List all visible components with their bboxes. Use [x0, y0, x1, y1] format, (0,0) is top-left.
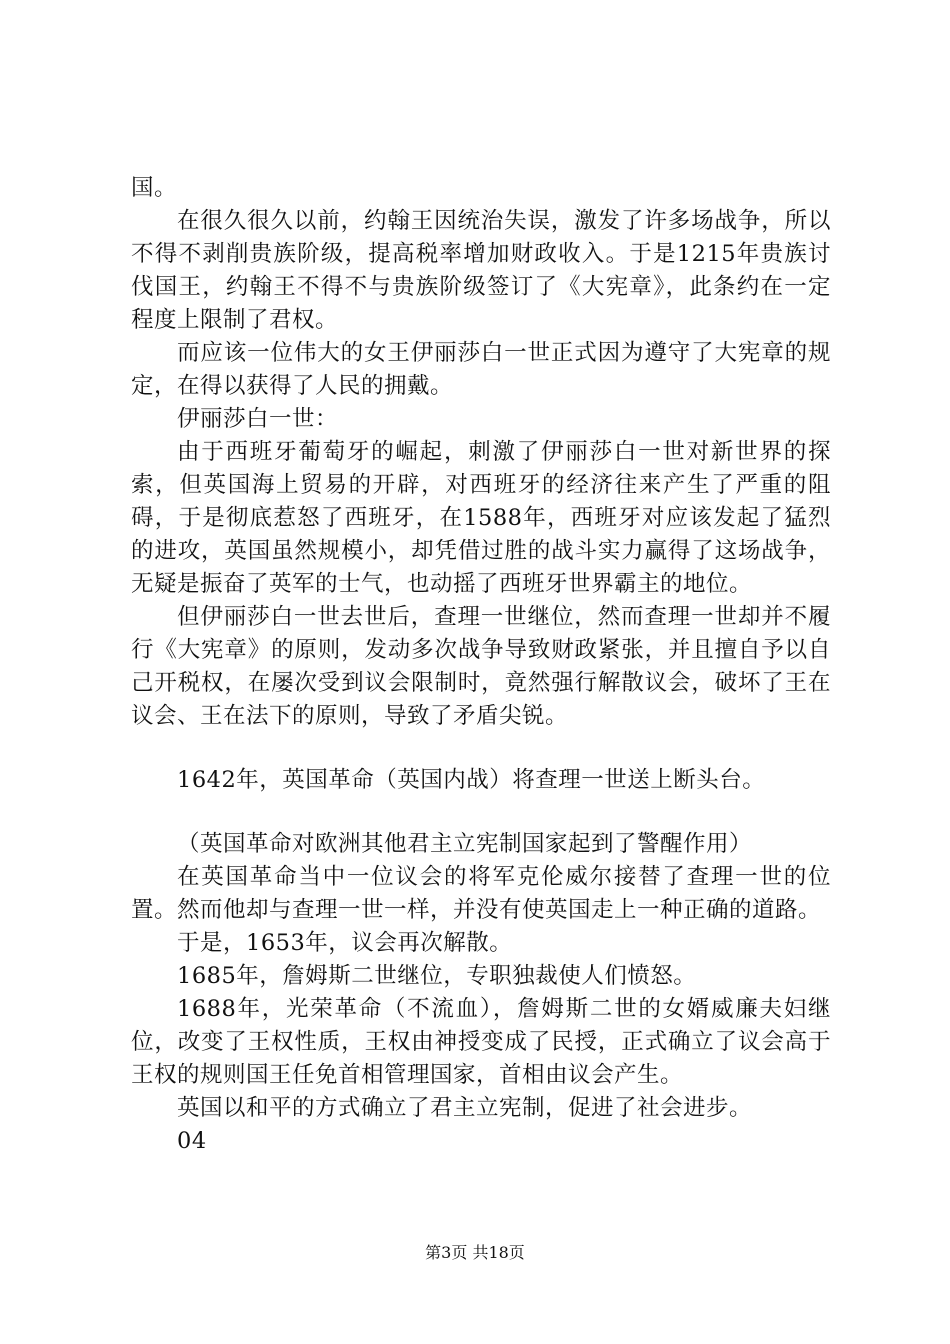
paragraph-glorious-revolution: 1688年，光荣革命（不流血），詹姆斯二世的女婿威廉夫妇继位，改变了王权性质，王权由神授变成了民授，正式确立了议会高于王权的规则国王任免首相管理国家，首相由议会产生。: [131, 996, 831, 1088]
paragraph-elizabeth-intro: 而应该一位伟大的女王伊丽莎白一世正式因为遵守了大宪章的规定，在得以获得了人民的拥戴。: [131, 340, 831, 399]
paragraph-continuation: 国。: [131, 175, 178, 201]
page-footer: 第3页 共18页: [425, 1243, 525, 1262]
paragraph-elizabeth-heading: 伊丽莎白一世：: [177, 406, 339, 432]
paragraph-1653: 于是，1653年，议会再次解散。: [177, 930, 513, 956]
paragraph-revolution-note: （英国革命对欧洲其他君主立宪制国家起到了警醒作用）: [177, 831, 753, 857]
paragraph-king-john: 在很久很久以前，约翰王因统治失误，激发了许多场战争，所以不得不剥削贵族阶级，提高税率增加财政收入。于是1215年贵族讨伐国王，约翰王不得不与贵族阶级签订了《大宪章》，此条约在一定程度上限制了君权。: [131, 208, 831, 333]
paragraph-spain-war: 由于西班牙葡萄牙的崛起，刺激了伊丽莎白一世对新世界的探索，但英国海上贸易的开辟，对西班牙的经济往来产生了严重的阻碍，于是彻底惹怒了西班牙，在1588年，西班牙对应该发起了猛烈的进攻，英国虽然规模小，却凭借过胜的战斗实力赢得了这场战争，无疑是振奋了英军的士气，也动摇了西班牙世界霸主的地位。: [131, 439, 831, 597]
paragraph-section-number: 04: [177, 1128, 207, 1154]
paragraph-conclusion: 英国以和平的方式确立了君主立宪制，促进了社会进步。: [177, 1095, 753, 1121]
paragraph-1642: 1642年，英国革命（英国内战）将查理一世送上断头台。: [177, 767, 766, 793]
document-body: [131, 172, 831, 1158]
paragraph-cromwell: 在英国革命当中一位议会的将军克伦威尔接替了查理一世的位置。然而他却与查理一世一样，并没有使英国走上一种正确的道路。: [131, 864, 831, 923]
paragraph-charles-first: 但伊丽莎白一世去世后，查理一世继位，然而查理一世却并不履行《大宪章》的原则，发动多次战争导致财政紧张，并且擅自予以自己开税权，在屡次受到议会限制时，竟然强行解散议会，破坏了王在议会、王在法下的原则，导致了矛盾尖锐。: [131, 604, 831, 729]
paragraph-1685: 1685年，詹姆斯二世继位，专职独裁使人们愤怒。: [177, 963, 697, 989]
